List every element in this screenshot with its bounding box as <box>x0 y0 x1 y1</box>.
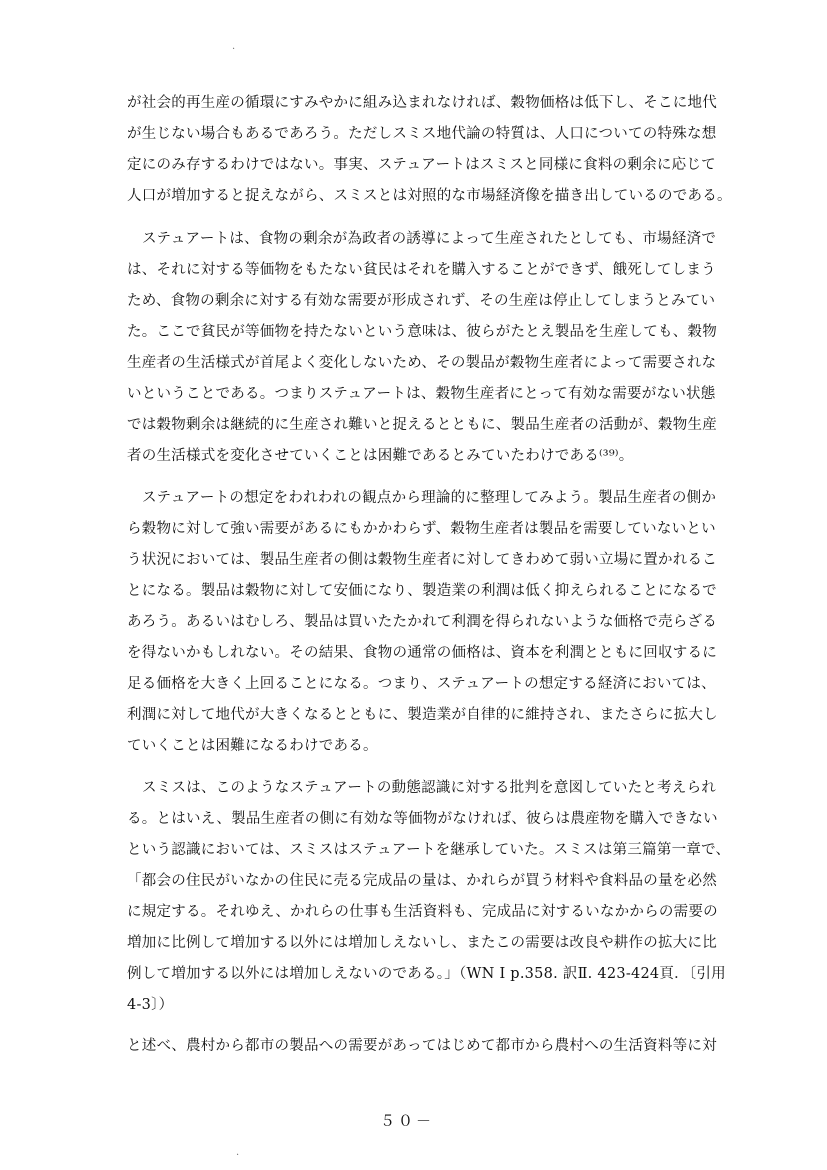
text-line: あろう。あるいはむしろ、製品は買いたたかれて利潤を得られないような価格で売らざる <box>127 614 717 630</box>
text-line: 人口が増加すると捉えながら、スミスとは対照的な市場経済像を描き出しているのである。 <box>127 188 732 204</box>
text-line: という認識においては、スミスはステュアートを継承していた。スミスは第三篇第一章で、 <box>127 842 731 858</box>
text-line: が生じない場合もあるであろう。ただしスミス地代論の特質は、人口についての特殊な想 <box>127 126 717 142</box>
paragraph-start-line: ステュアートの想定をわれわれの観点から理論的に整理してみよう。製品生産者の側か <box>142 490 717 506</box>
quote-line: 増加に比例して増加する以外には増加しえないし、またこの需要は改良や耕作の拡大に比 <box>127 935 717 951</box>
text-line: ため、食物の剰余に対する有効な需要が形成されず、その生産は停止してしまうとみてい <box>127 293 716 309</box>
text-line: が社会的再生産の循環にすみやかに組み込まれなければ、穀物価格は低下し、そこに地代 <box>127 95 717 111</box>
paragraph-start-line: ステュアートは、食物の剰余が為政者の誘導によって生産されたとしても、市場経済で <box>142 231 717 247</box>
page-number: ５０－ <box>380 1112 435 1130</box>
quote-line: に規定する。それゆえ、かれらの仕事も生活資料も、完成品に対するいなかからの需要の <box>127 904 718 920</box>
text-line: と述べ、農村から都市の製品への需要があってはじめて都市から農村への生活資料等に対 <box>127 1038 717 1054</box>
text-line: 者の生活様式を変化させていくことは困難であるとみていたわけである⁽³⁹⁾。 <box>127 448 634 464</box>
text-line: 定にのみ存するわけではない。事実、ステュアートはスミスと同様に食料の剰余に応じて <box>127 157 716 173</box>
text-line: 生産者の生活様式が首尾よく変化しないため、その製品が穀物生産者によって需要されな <box>127 355 717 371</box>
quote-line: 例して増加する以外には増加しえないのである。」（WN Ⅰ p.358. 訳Ⅱ. 423-424頁．〔引用 <box>127 966 726 982</box>
quote-line: 「都会の住民がいなかの住民に売る完成品の量は、かれらが買う材料や食料品の量を必然 <box>127 873 717 889</box>
text-line: いということである。つまりステュアートは、穀物生産者にとって有効な需要がない状態 <box>127 386 716 402</box>
scan-mark-top: · <box>232 44 236 55</box>
citation-line: 4-3〕） <box>127 997 174 1013</box>
text-line: う状況においては、製品生産者の側は穀物生産者に対してきわめて弱い立場に置かれるこ <box>127 552 717 568</box>
paragraph-start-line: スミスは、このようなステュアートの動態認識に対する批判を意図していたと考えられ <box>142 780 717 796</box>
text-line: ていくことは困難になるわけである。 <box>127 738 378 754</box>
text-line: 足る価格を大きく上回ることになる。つまり、ステュアートの想定する経済においては、 <box>127 676 716 692</box>
text-line: る。とはいえ、製品生産者の側に有効な等価物がなければ、彼らは農産物を購入できない <box>127 811 718 827</box>
text-line: ら穀物に対して強い需要があるにもかかわらず、穀物生産者は製品を需要していないとい <box>127 521 716 537</box>
text-line: は、それに対する等価物をもたない貧民はそれを購入することができず、餓死してしまう <box>127 262 716 278</box>
scan-mark-bottom: · <box>236 1150 240 1161</box>
text-line: を得ないかもしれない。その結果、食物の通常の価格は、資本を利潤とともに回収するに <box>127 645 717 661</box>
text-line: では穀物剰余は継続的に生産され難いと捉えるとともに、製品生産者の活動が、穀物生産 <box>127 417 717 433</box>
text-line: とになる。製品は穀物に対して安価になり、製造業の利潤は低く抑えられることになるで <box>127 583 717 599</box>
text-line: 利潤に対して地代が大きくなるとともに、製造業が自律的に維持され、またさらに拡大し <box>127 707 718 723</box>
text-line: た。ここで貧民が等価物を持たないという意味は、彼らがたとえ製品を生産しても、穀物 <box>127 324 717 340</box>
